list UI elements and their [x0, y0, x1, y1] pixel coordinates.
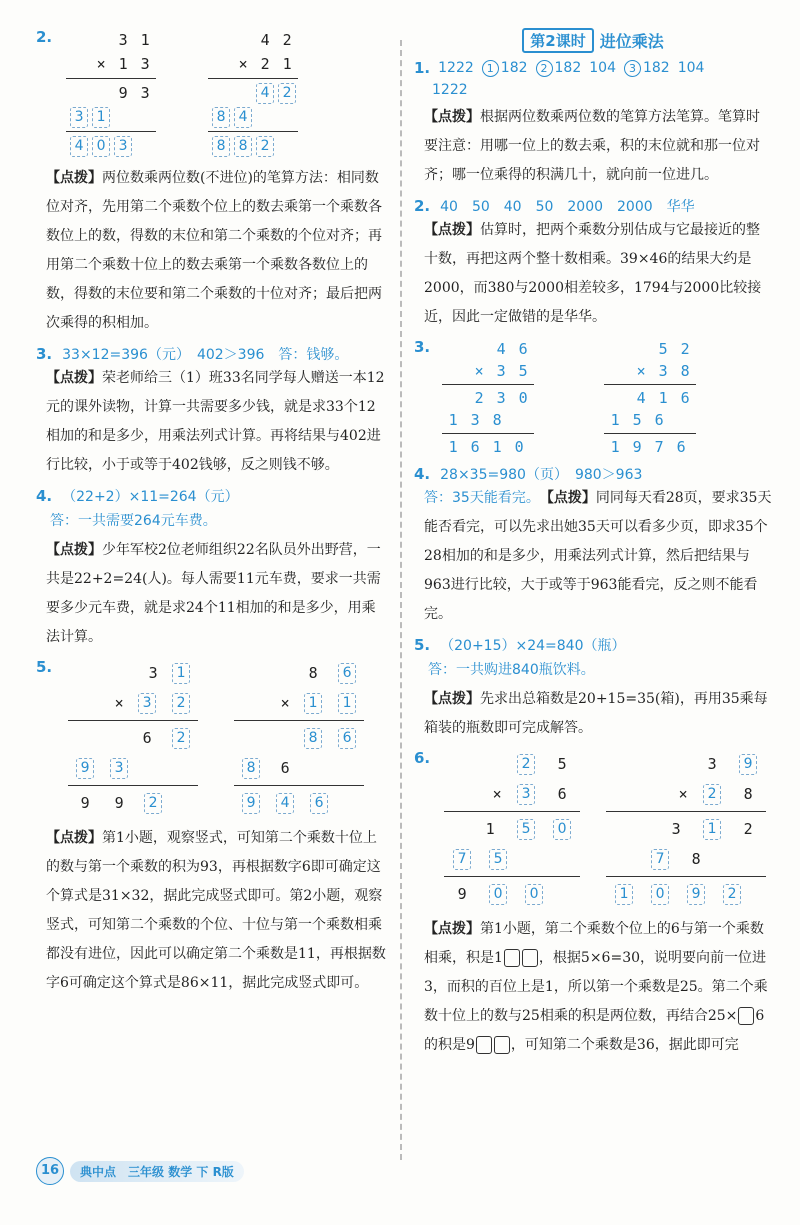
right-column — [414, 28, 772, 1060]
q4-tip: 【点拨】少年军校2位老师组织22名队员外出野营，一共是22+2=24(人)。每人需要11元车费，要求一共需要多少元车费，就是求24个11相加的和是多少，用乘法计算。 — [46, 542, 381, 645]
lesson-title: 进位乘法 — [599, 32, 664, 51]
r-q1-number: 1. — [414, 59, 431, 77]
r-q2-number: 2. — [414, 197, 431, 215]
q3-tip: 【点拨】荣老师给三（1）班33名同学每人赠送一本12元的课外读物，计算一共需要多少钱，就是求33个12相加的和是多少，用乘法列式计算。再将结果与402进行比较，小于或等于402钱够，反之则钱不够。 — [46, 370, 385, 473]
r-q5-answer: （20+15）×24=840（瓶） — [440, 638, 626, 654]
page-number: 16 — [36, 1157, 64, 1185]
r-q1-tip: 【点拨】根据两位数乘两位数的笔算方法笔算。笔算时要注意：用哪一位上的数去乘，积的末位就和那一位对齐；哪一位乘得的积满几十，就向前一位进几。 — [424, 109, 760, 183]
r-q2-answer: 40 50 40 50 2000 2000 华华 — [440, 199, 695, 215]
r-q5-number: 5. — [414, 636, 431, 654]
r-q5-tip: 【点拨】先求出总箱数是20+15=35(箱)，再用35乘每箱装的瓶数即可完成解答。 — [424, 691, 768, 736]
r-q4-answer: 28×35=980（页） 980＞963 — [440, 467, 643, 483]
r-q3-block — [414, 338, 772, 458]
q4-answer: （22+2）×11=264（元） — [62, 489, 239, 505]
r-q3-number: 3. — [414, 338, 431, 356]
r-q4-tip: 答：35天能看完。 【点拨】同同每天看28页，要求35天能否看完，可以先求出她35天可以看多少页，即求35个28相加的和是多少，用乘法列式计算，然后把结果与963进行比较，大于或等于963能看完，反之则不能看完。 — [424, 490, 772, 622]
q2b-vertical: 4 2 × 2 1 4 2 8 4 8 8 2 — [208, 28, 298, 158]
r-q3a-vertical: 4 6 × 3 5 2 3 0 1 3 8 1 6 1 0 — [442, 338, 534, 458]
lesson-badge: 第2课时 — [522, 28, 593, 53]
r-q6b-vertical: 3 9 × 2 8 3 1 2 7 8 1 0 9 2 — [606, 749, 766, 909]
q4-number: 4. — [36, 487, 53, 505]
r-q1-block: 1. 1222 1 182 2 182 104 3 182 104 1222 【点拨】根据两位数乘两位数的笔算方法笔算。笔算时要注意：用哪一位上的数去乘，积的末位就和那一位对齐；哪一位乘得的积满几十，就向前一位进几。 — [414, 59, 772, 190]
q2-block — [36, 28, 386, 158]
r-q4-block — [414, 464, 772, 629]
q5-tip: 【点拨】第1小题，观察竖式，可知第二个乘数十位上的数与第一个乘数的积为93，再根据数字6即可确定这个算式是31×32，据此完成竖式即可。第2小题，观察竖式，可知第二个乘数的个位、十位与第一个乘数相乘都没有进位，因此可以确定第二个乘数是11，再根据数字6可确定这个算式是86×11，据此完成竖式即可。 — [46, 830, 386, 991]
r-q6-block — [414, 749, 772, 909]
q3-answer: 33×12=396（元） 402＞396 答：钱够。 — [62, 347, 349, 363]
q4-answer-2: 答：一共需要264元车费。 — [50, 513, 217, 529]
q5a-vertical: 3 1 × 3 2 6 2 9 3 9 9 2 — [68, 658, 198, 818]
q5-block — [36, 658, 386, 818]
r-q5-block — [414, 635, 772, 743]
lesson-header — [414, 28, 772, 53]
r-q2-tip: 【点拨】估算时，把两个乘数分别估成与它最接近的整十数，再把这两个整十数相乘。39×46的结果大约是2000，而380与2000相差较多，1794与2000比较接近，因此一定做错的是华华。 — [424, 222, 762, 325]
r-q5-answer-2: 答：一共购进840瓶饮料。 — [428, 662, 595, 678]
r-q6a-vertical: 2 5 × 3 6 1 5 0 7 5 9 0 0 — [444, 749, 580, 909]
q3-number: 3. — [36, 345, 53, 363]
r-q6-tip: 【点拨】第1小题，第二个乘数个位上的6与第一个乘数相乘，积是1 ，根据5×6=30，说明要向前一位进3，而积的百位上是1，所以第一个乘数是25。第二个乘数十位上的数与25相乘的积是两位数，再结合25× 6的积是9 ，可知第二个乘数是36，据此即可完 — [424, 921, 768, 1053]
column-divider — [400, 40, 402, 1160]
q4-block — [36, 486, 386, 652]
q2-tip: 【点拨】两位数乘两位数(不进位)的笔算方法：相同数位对齐，先用第二个乘数个位上的数去乘第一个乘数各数位上的数，得数的末位和第二个乘数的个位对齐；再用第二个乘数十位上的数去乘第一个乘数各数位上的数，得数的末位要和第二个乘数的十位对齐；最后把两次乘得的积相加。 — [46, 170, 382, 331]
r-q1-ans2: 1222 — [432, 82, 468, 98]
page-footer — [36, 1157, 244, 1185]
q2a-vertical: 3 1 × 1 3 9 3 3 1 4 0 3 — [66, 28, 156, 158]
r-q6-number: 6. — [414, 749, 431, 767]
r-q3b-vertical: 5 2 × 3 8 4 1 6 1 5 6 1 9 7 6 — [604, 338, 696, 458]
q2-number: 2. — [36, 28, 53, 46]
q5-number: 5. — [36, 658, 53, 676]
left-column — [36, 28, 386, 998]
q5b-vertical: 8 6 × 1 1 8 6 8 6 9 4 6 — [234, 658, 364, 818]
r-q1-ans: 1222 — [438, 60, 474, 76]
footer-label: 典中点 三年级 数学 下 R版 — [70, 1161, 244, 1182]
r-q4-number: 4. — [414, 465, 431, 483]
r-q2-block — [414, 196, 772, 332]
q3-block — [36, 344, 386, 480]
